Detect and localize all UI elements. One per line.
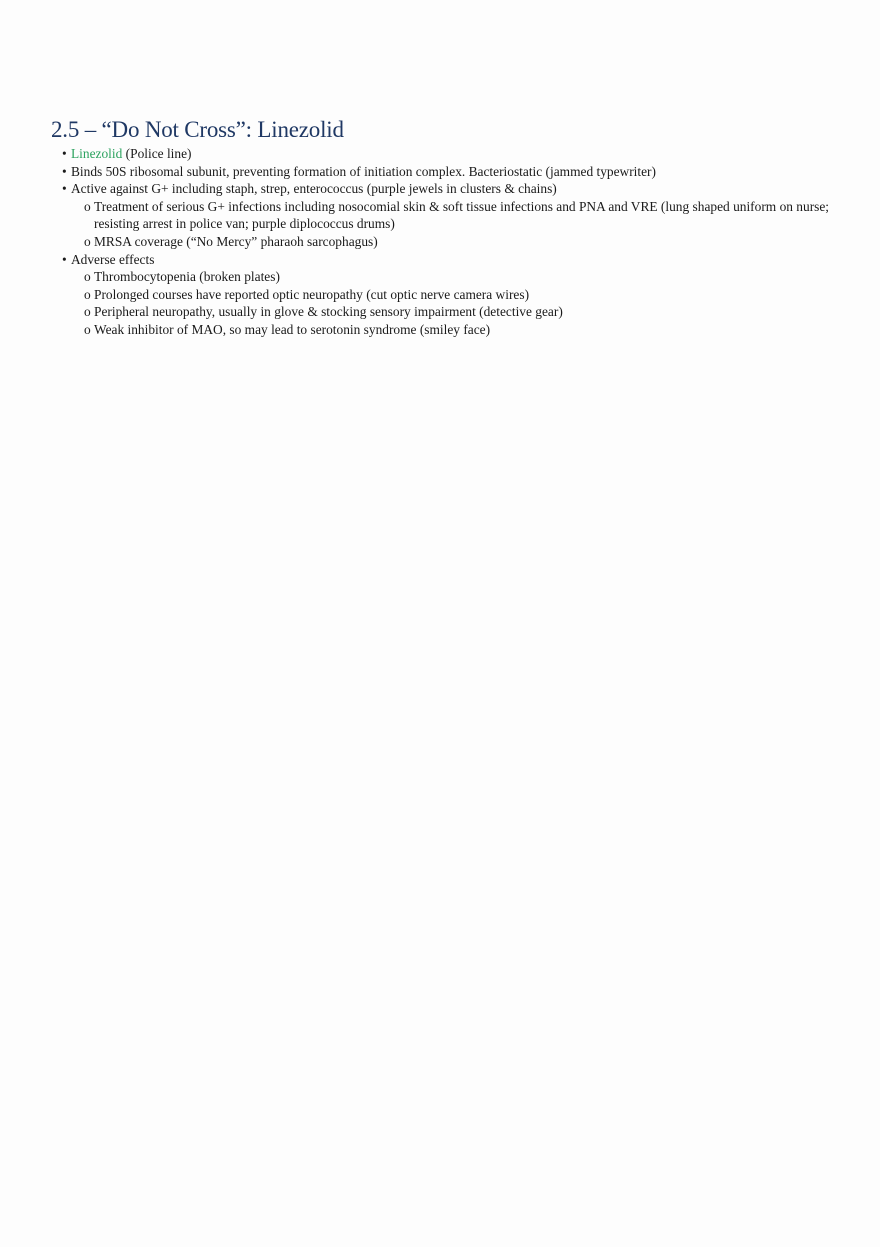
sub-list-item-text: Peripheral neuropathy, usually in glove & stocking sensory impairment (detective gear) bbox=[94, 304, 563, 320]
sub-list-item bbox=[62, 233, 842, 251]
sub-bullet-marker: o bbox=[84, 321, 91, 337]
list-item-spectrum bbox=[62, 180, 842, 198]
sub-list-item-text: Thrombocytopenia (broken plates) bbox=[94, 269, 280, 285]
drug-mnemonic: (Police line) bbox=[122, 146, 192, 161]
sub-list-item-text: Prolonged courses have reported optic neuropathy (cut optic nerve camera wires) bbox=[94, 286, 530, 302]
list-item-adverse-effects bbox=[62, 251, 842, 269]
list-item-text: Adverse effects bbox=[71, 251, 155, 267]
bullet-marker: • bbox=[62, 163, 67, 179]
bullet-list bbox=[62, 145, 842, 339]
sub-list-item bbox=[62, 321, 842, 339]
list-item-text bbox=[71, 145, 842, 163]
list-item-text: Active against G+ including staph, strep, enterococcus (purple jewels in clusters & chains) bbox=[71, 181, 557, 197]
list-item-text: Binds 50S ribosomal subunit, preventing formation of initiation complex. Bacteriostatic (jammed typewriter) bbox=[71, 163, 656, 179]
drug-name: Linezolid bbox=[71, 146, 123, 161]
bullet-marker: • bbox=[62, 251, 67, 267]
sub-list-item bbox=[62, 286, 842, 304]
sub-list-item-text: Weak inhibitor of MAO, so may lead to serotonin syndrome (smiley face) bbox=[94, 321, 491, 337]
list-item-drug bbox=[62, 145, 842, 163]
bullet-marker: • bbox=[62, 146, 67, 161]
list-item-mechanism bbox=[62, 163, 842, 181]
sub-list-item bbox=[62, 303, 842, 321]
sub-list-item bbox=[62, 198, 842, 233]
sub-bullet-marker: o bbox=[84, 198, 91, 214]
bullet-marker: • bbox=[62, 181, 67, 197]
sub-bullet-marker: o bbox=[84, 286, 91, 302]
sub-list-item bbox=[62, 268, 842, 286]
sub-list-item-text: Treatment of serious G+ infections including nosocomial skin & soft tissue infections and PNA and VRE (lung shaped uniform on nurse; resisting arrest in police van; purple diplococcus drums) bbox=[94, 198, 830, 232]
sub-bullet-marker: o bbox=[84, 304, 91, 320]
sub-bullet-marker: o bbox=[84, 269, 91, 285]
sub-bullet-marker: o bbox=[84, 233, 91, 249]
section-heading: 2.5 – “Do Not Cross”: Linezolid bbox=[51, 117, 344, 142]
sub-list-item-text: MRSA coverage (“No Mercy” pharaoh sarcophagus) bbox=[94, 233, 378, 249]
